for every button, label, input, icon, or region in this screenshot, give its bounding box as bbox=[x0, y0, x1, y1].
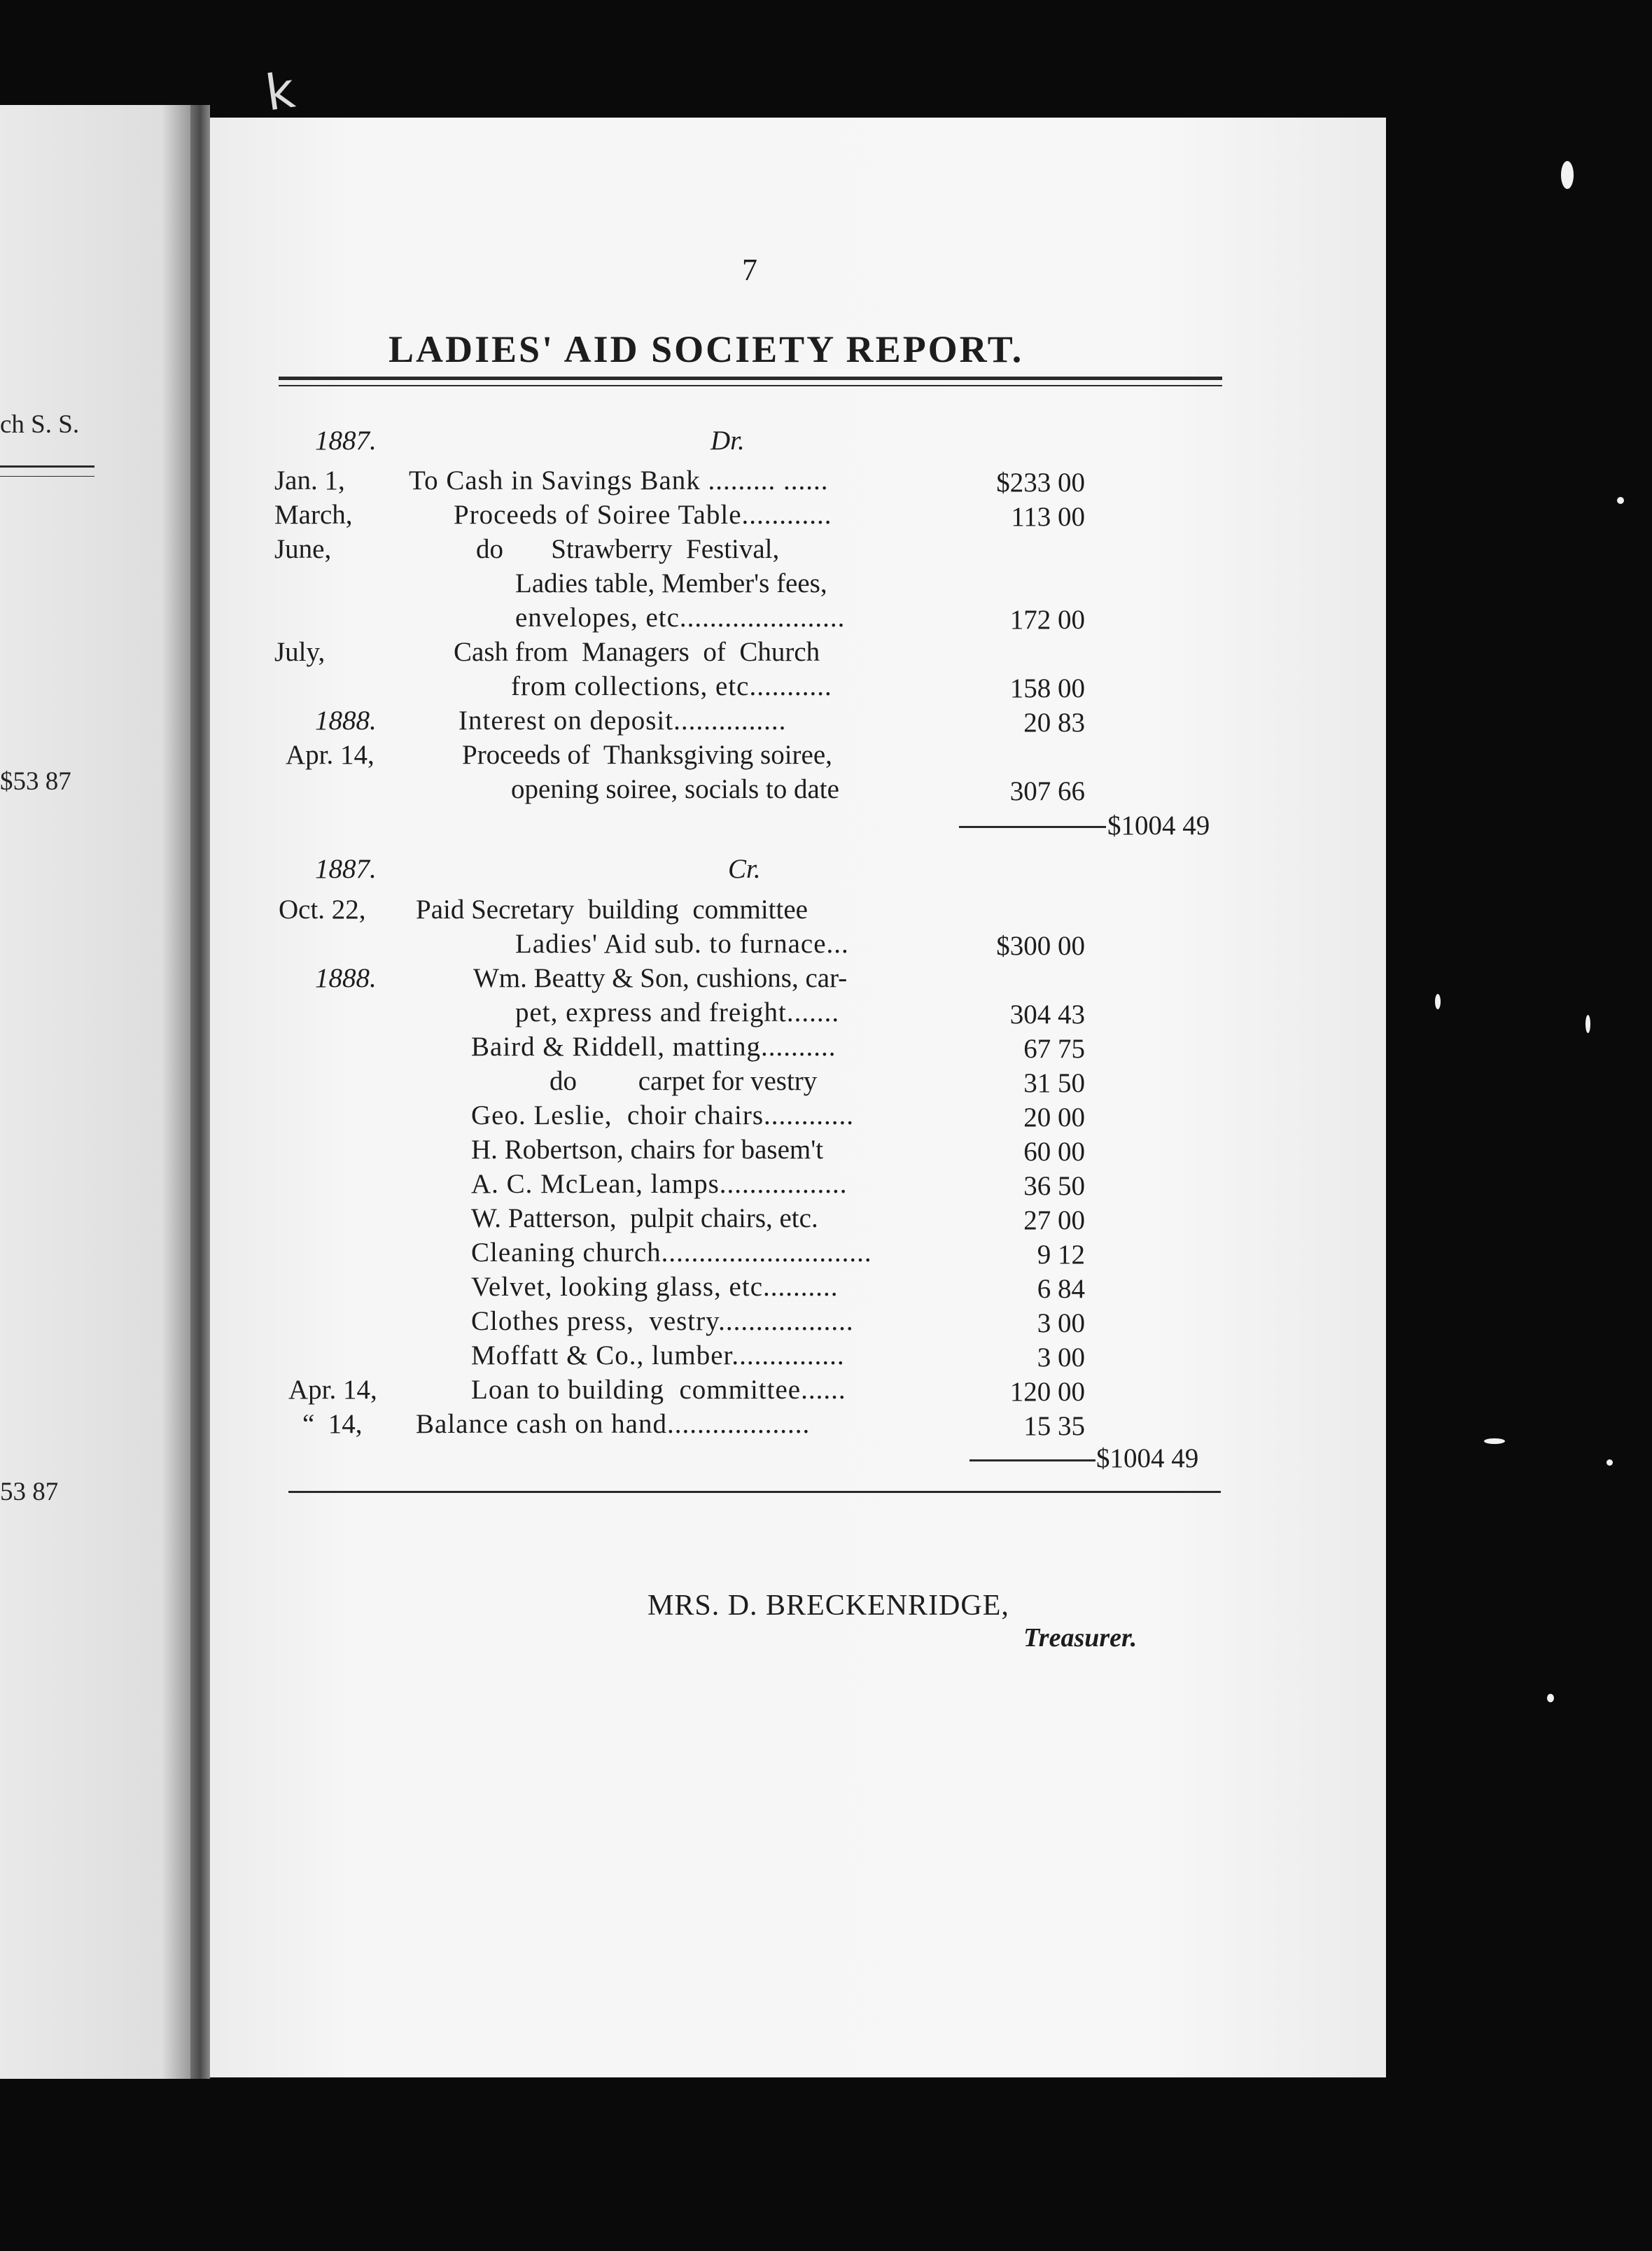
ledger-entry: Velvet, looking glass, etc.......... bbox=[471, 1272, 839, 1302]
ledger-amount: 158 00 bbox=[1009, 673, 1085, 703]
ledger-amount: 27 00 bbox=[1023, 1205, 1085, 1235]
previous-page-edge bbox=[0, 105, 190, 2079]
ledger-amount: 3 00 bbox=[1037, 1308, 1085, 1338]
ledger-amount: 9 12 bbox=[1037, 1240, 1085, 1270]
book-gutter bbox=[190, 105, 210, 2079]
ledger-date: Jan. 1, bbox=[274, 465, 345, 496]
dust-speck bbox=[1586, 1015, 1590, 1033]
left-page-fragment: 53 87 bbox=[0, 1478, 59, 1506]
dust-speck bbox=[1617, 497, 1624, 504]
dust-speck bbox=[1435, 994, 1441, 1009]
credit-year: 1887. bbox=[315, 854, 377, 884]
ledger-entry: H. Robertson, chairs for basem't bbox=[471, 1135, 824, 1165]
ledger-amount: 120 00 bbox=[1009, 1377, 1085, 1407]
debit-heading: Dr. bbox=[710, 426, 745, 456]
ledger-date: March, bbox=[274, 500, 353, 530]
debit-total: $1004 49 bbox=[1107, 811, 1210, 841]
dust-speck bbox=[1484, 1438, 1505, 1444]
ledger-entry: Clothes press, vestry.................. bbox=[471, 1306, 854, 1336]
ledger-entry: Proceeds of Soiree Table............ bbox=[454, 500, 832, 530]
page-number: 7 bbox=[742, 253, 757, 287]
title-rule-thin bbox=[279, 385, 1222, 386]
ledger-amount: 60 00 bbox=[1023, 1137, 1085, 1167]
ledger-entry: Baird & Riddell, matting.......... bbox=[471, 1032, 836, 1062]
ledger-entry: from collections, etc........... bbox=[511, 671, 832, 701]
ledger-amount: 20 83 bbox=[1023, 708, 1085, 738]
ledger-entry: Wm. Beatty & Son, cushions, car- bbox=[473, 963, 848, 993]
total-dash bbox=[969, 1459, 1096, 1461]
debit-year: 1887. bbox=[315, 426, 377, 456]
ledger-entry: Geo. Leslie, choir chairs............ bbox=[471, 1100, 855, 1130]
ledger-entry: opening soiree, socials to date bbox=[511, 774, 839, 804]
ledger-amount: 31 50 bbox=[1023, 1068, 1085, 1098]
ledger-entry: To Cash in Savings Bank ......... ...... bbox=[409, 465, 829, 496]
left-page-rule-thin bbox=[0, 476, 94, 477]
left-page-fragment: $53 87 bbox=[0, 767, 71, 796]
ledger-entry: W. Patterson, pulpit chairs, etc. bbox=[471, 1203, 818, 1233]
ledger-amount: 6 84 bbox=[1037, 1274, 1085, 1304]
dust-speck bbox=[1561, 161, 1574, 189]
ledger-amount: 113 00 bbox=[1011, 502, 1085, 532]
ledger-date: 1888. bbox=[315, 706, 377, 736]
ledger-amount: 172 00 bbox=[1009, 605, 1085, 635]
ledger-amount: 3 00 bbox=[1037, 1342, 1085, 1373]
ledger-entry: envelopes, etc...................... bbox=[515, 603, 846, 633]
treasurer-name: MRS. D. BRECKENRIDGE, bbox=[648, 1590, 1009, 1622]
ledger-date: July, bbox=[274, 637, 326, 667]
ledger-date: Apr. 14, bbox=[286, 740, 374, 770]
ledger-entry: Ladies' Aid sub. to furnace... bbox=[515, 929, 849, 959]
ledger-amount: 307 66 bbox=[1009, 776, 1085, 806]
ledger-entry: Moffatt & Co., lumber............... bbox=[471, 1340, 845, 1370]
ledger-amount: 67 75 bbox=[1023, 1034, 1085, 1064]
ledger-date: June, bbox=[274, 534, 332, 564]
ledger-entry: Cleaning church............................ bbox=[471, 1237, 872, 1268]
closing-rule bbox=[288, 1491, 1221, 1493]
ledger-entry: Proceeds of Thanksgiving soiree, bbox=[462, 740, 832, 770]
left-page-rule bbox=[0, 465, 94, 468]
total-dash bbox=[959, 826, 1106, 828]
ledger-amount: $300 00 bbox=[996, 931, 1085, 961]
ledger-entry: Paid Secretary building committee bbox=[416, 895, 808, 925]
ledger-entry: do carpet for vestry bbox=[550, 1066, 818, 1096]
dust-speck bbox=[1547, 1694, 1554, 1702]
dust-speck bbox=[1606, 1459, 1613, 1466]
margin-pen-mark: k bbox=[262, 61, 299, 122]
ledger-date: Apr. 14, bbox=[288, 1375, 377, 1405]
ledger-entry: Balance cash on hand................... bbox=[416, 1409, 811, 1439]
ledger-entry: Interest on deposit............... bbox=[458, 706, 787, 736]
ledger-entry: pet, express and freight....... bbox=[515, 997, 840, 1028]
ledger-amount: 304 43 bbox=[1009, 1000, 1085, 1030]
ledger-entry: A. C. McLean, lamps................. bbox=[471, 1169, 848, 1199]
ledger-amount: $233 00 bbox=[996, 468, 1085, 498]
ledger-date: 1888. bbox=[315, 963, 377, 993]
ledger-amount: 20 00 bbox=[1023, 1102, 1085, 1132]
ledger-entry: Cash from Managers of Church bbox=[454, 637, 820, 667]
ledger-date: Oct. 22, bbox=[279, 895, 366, 925]
title-rule-thick bbox=[279, 377, 1222, 380]
ledger-amount: 36 50 bbox=[1023, 1171, 1085, 1201]
credit-heading: Cr. bbox=[728, 854, 761, 884]
ledger-amount: 15 35 bbox=[1023, 1411, 1085, 1441]
credit-total: $1004 49 bbox=[1096, 1443, 1199, 1473]
report-title: LADIES' AID SOCIETY REPORT. bbox=[388, 328, 1024, 370]
ledger-date: “ 14, bbox=[302, 1409, 363, 1439]
ledger-entry: Ladies table, Member's fees, bbox=[515, 568, 827, 598]
ledger-entry: do Strawberry Festival, bbox=[476, 534, 780, 564]
left-page-fragment: ch S. S. bbox=[0, 410, 80, 439]
ledger-entry: Loan to building committee...... bbox=[471, 1375, 846, 1405]
treasurer-title: Treasurer. bbox=[1023, 1623, 1138, 1653]
page bbox=[210, 118, 1386, 2077]
